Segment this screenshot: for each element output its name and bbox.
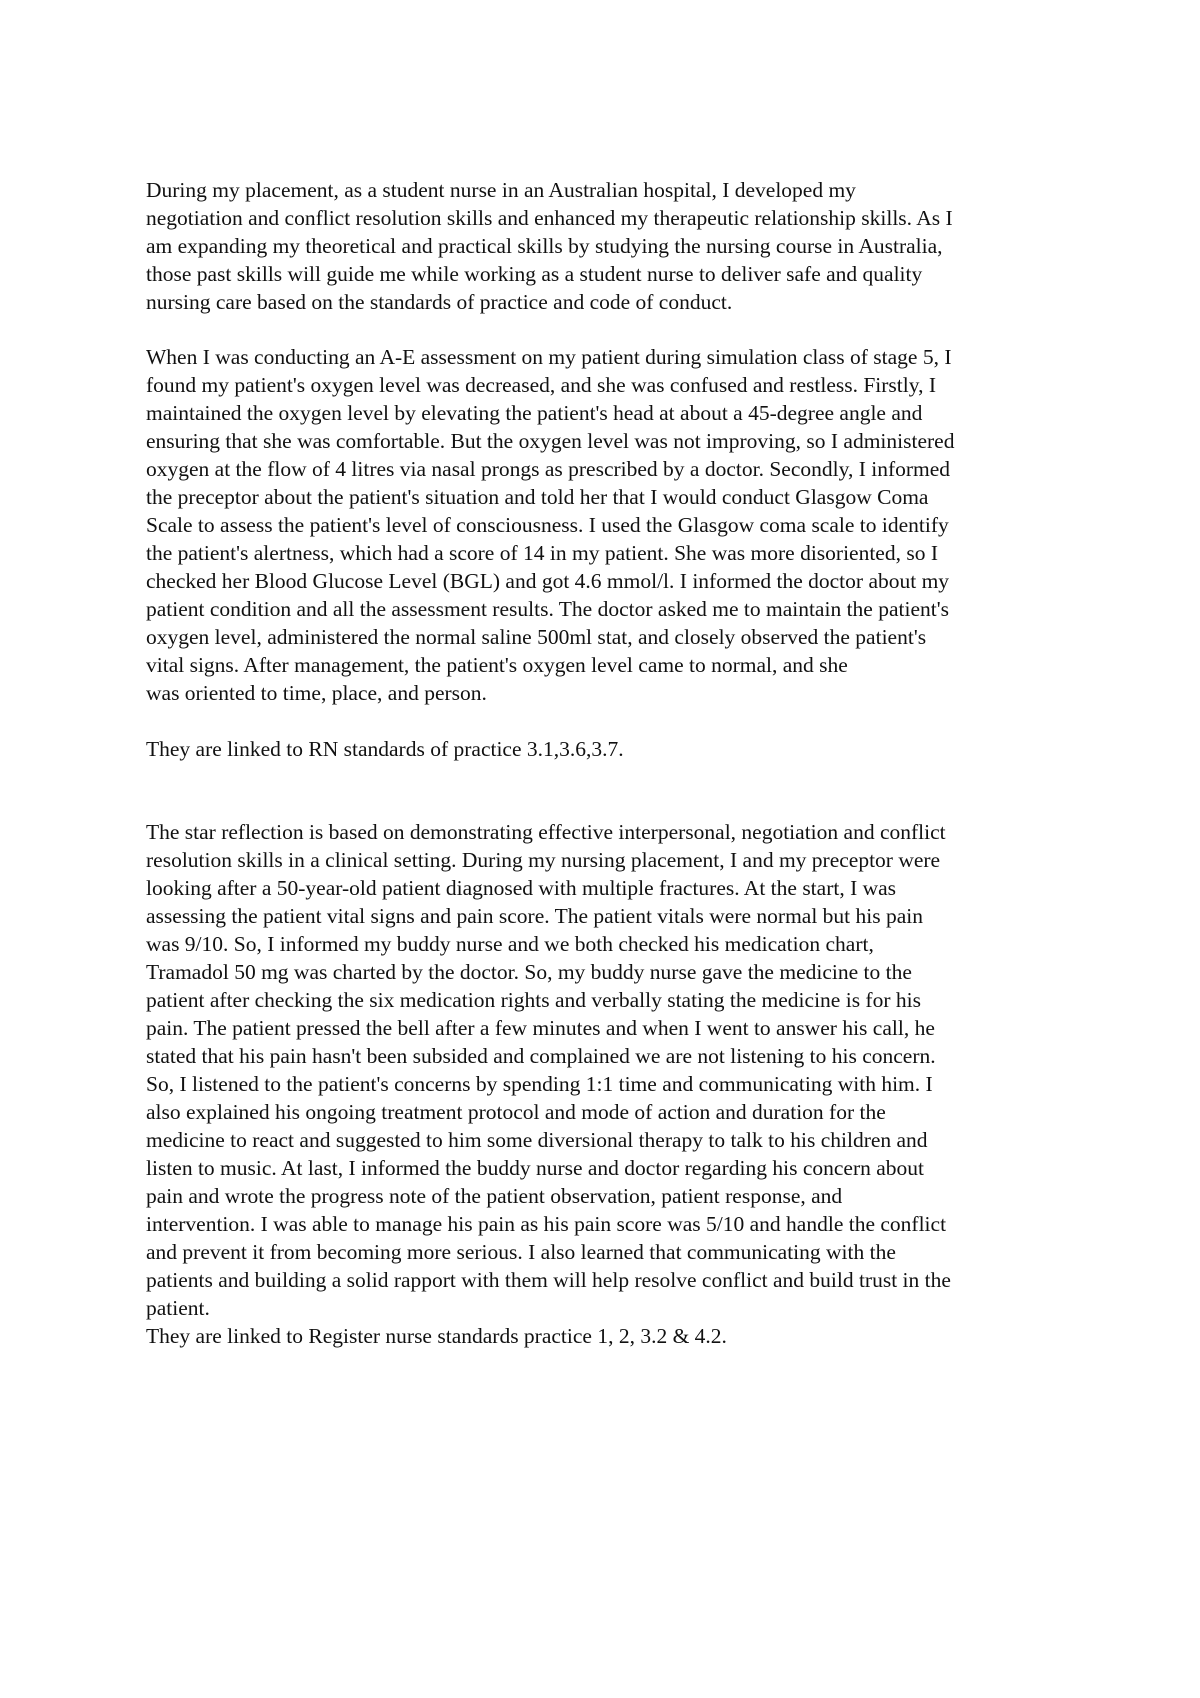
text-line: pain and wrote the progress note of the patient observation, patient response, and [146,1184,843,1208]
paragraph-intro [146,176,1076,316]
text-line: patient. [146,1296,210,1320]
text-line: So, I listened to the patient's concerns by spending 1:1 time and communicating with him. I [146,1072,933,1096]
text-line: patients and building a solid rapport with them will help resolve conflict and build trust in the [146,1268,951,1292]
text-line: the preceptor about the patient's situation and told her that I would conduct Glasgow Coma [146,485,929,509]
text-line: oxygen at the flow of 4 litres via nasal prongs as prescribed by a doctor. Secondly, I informed [146,457,951,481]
text-line: During my placement, as a student nurse in an Australian hospital, I developed my [146,178,856,202]
text-line: ensuring that she was comfortable. But the oxygen level was not improving, so I administered [146,429,955,453]
text-line: pain. The patient pressed the bell after a few minutes and when I went to answer his call, he [146,1016,935,1040]
text-line: listen to music. At last, I informed the buddy nurse and doctor regarding his concern about [146,1156,924,1180]
text-line: nursing care based on the standards of practice and code of conduct. [146,290,733,314]
text-line: looking after a 50-year-old patient diagnosed with multiple fractures. At the start, I was [146,876,897,900]
text-line: Scale to assess the patient's level of consciousness. I used the Glasgow coma scale to identify [146,513,949,537]
text-line: They are linked to RN standards of practice 3.1,3.6,3.7. [146,737,624,761]
text-line: The star reflection is based on demonstrating effective interpersonal, negotiation and conflict [146,820,946,844]
text-line: patient condition and all the assessment results. The doctor asked me to maintain the patient's [146,597,949,621]
text-line: assessing the patient vital signs and pain score. The patient vitals were normal but his pain [146,904,924,928]
text-line: am expanding my theoretical and practical skills by studying the nursing course in Australia, [146,234,943,258]
text-line: medicine to react and suggested to him some diversional therapy to talk to his children and [146,1128,928,1152]
text-line: When I was conducting an A-E assessment on my patient during simulation class of stage 5, I [146,345,952,369]
text-line: vital signs. After management, the patient's oxygen level came to normal, and she [146,653,848,677]
text-line: intervention. I was able to manage his pain as his pain score was 5/10 and handle the conflict [146,1212,947,1236]
text-line: checked her Blood Glucose Level (BGL) and got 4.6 mmol/l. I informed the doctor about my [146,569,950,593]
paragraph-rn-standards-link-1 [146,735,1076,763]
text-line: also explained his ongoing treatment protocol and mode of action and duration for the [146,1100,886,1124]
text-line: Tramadol 50 mg was charted by the doctor. So, my buddy nurse gave the medicine to the [146,960,912,984]
text-line: the patient's alertness, which had a score of 14 in my patient. She was more disoriented, so I [146,541,939,565]
paragraph-rn-standards-link-2 [146,1322,1076,1350]
text-line: negotiation and conflict resolution skills and enhanced my therapeutic relationship skills. As I [146,206,953,230]
text-line: those past skills will guide me while working as a student nurse to deliver safe and quality [146,262,923,286]
text-line: They are linked to Register nurse standards practice 1, 2, 3.2 & 4.2. [146,1324,727,1348]
text-line: and prevent it from becoming more serious. I also learned that communicating with the [146,1240,896,1264]
text-line: resolution skills in a clinical setting. During my nursing placement, I and my preceptor were [146,848,941,872]
text-line: maintained the oxygen level by elevating the patient's head at about a 45-degree angle and [146,401,923,425]
paragraph-star-reflection [146,818,1076,1322]
text-line: was 9/10. So, I informed my buddy nurse and we both checked his medication chart, [146,932,874,956]
paragraph-a-e-assessment [146,343,1076,707]
text-line: patient after checking the six medication rights and verbally stating the medicine is for his [146,988,921,1012]
text-line: oxygen level, administered the normal saline 500ml stat, and closely observed the patient's [146,625,927,649]
text-line: found my patient's oxygen level was decreased, and she was confused and restless. Firstly, I [146,373,937,397]
text-line: stated that his pain hasn't been subsided and complained we are not listening to his concern. [146,1044,936,1068]
text-line: was oriented to time, place, and person. [146,681,487,705]
